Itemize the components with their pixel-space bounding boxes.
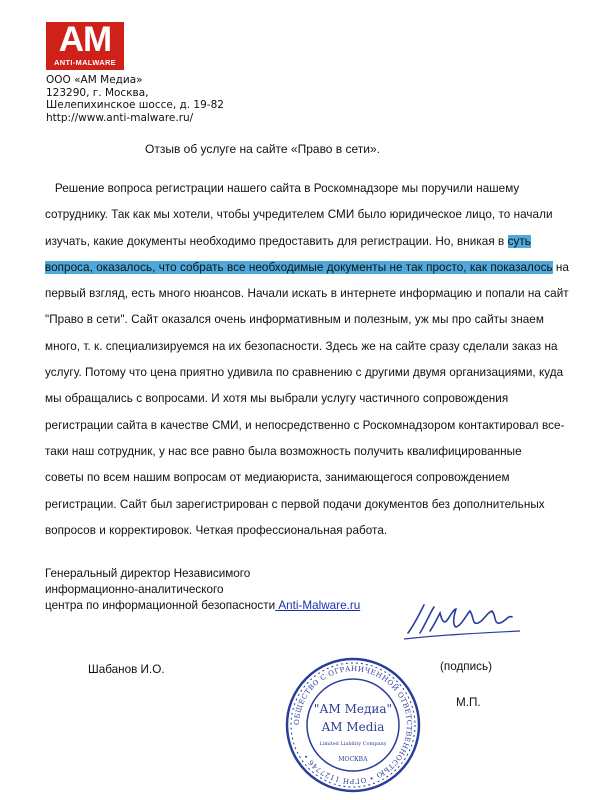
anti-malware-link[interactable]: Anti-Malware.ru [275, 598, 361, 612]
body-line: вопросов и корректировок. Четкая профессиональная работа. [45, 523, 388, 537]
stamp-ring-text: ОБЩЕСТВО С ОГРАНИЧЕННОЙ ОТВЕТСТВЕННОСТЬЮ • ОГРН 1127746 • [292, 664, 414, 786]
body-line: первый взгляд, есть много нюансов. Начали искать в интернете информацию и попали на сайт [45, 287, 569, 301]
body-line [45, 229, 545, 255]
body-line: регистрации сайта в качестве СМИ, и непосредственно с Роскомнадзором контактировал все- [45, 418, 565, 432]
signatory-text: центра по информационной безопасности [45, 598, 276, 612]
body-line: мы обращались с вопросами. И хотя мы выбрали услугу частичного сопровождения [45, 392, 509, 406]
signatory-line [45, 598, 360, 614]
signatory-title [45, 566, 360, 613]
body-line: услугу. Потому что цена приятно удивила по сравнению с другими двумя организациями, куда [45, 366, 564, 380]
signatory-line: информационно-аналитического [45, 582, 224, 596]
body-line: советы по всем нашим вопросам от медиаюриста, занимающегося сопровождением [45, 471, 510, 485]
body-line: регистрации. Сайт был зарегистрирован с первой подачи документов без дополнительных [45, 497, 545, 511]
body-line: "Право в сети". Сайт оказался очень информативным и полезным, уж мы про сайты знаем [45, 313, 544, 327]
handwritten-signature [400, 595, 525, 645]
signature-label: (подпись) [440, 660, 492, 673]
review-body [45, 176, 569, 544]
company-stamp [283, 655, 423, 795]
body-line [45, 255, 569, 281]
body-text: на [552, 260, 569, 274]
body-line: сотруднику. Так как мы хотели, чтобы учредителем СМИ было юридическое лицо, то начали [45, 208, 553, 222]
document-title: Отзыв об услуге на сайте «Право в сети». [145, 142, 381, 156]
body-line: таки наш сотрудник, у нас все равно была возможность получить квалифицированные [45, 444, 522, 458]
body-line: много, т. к. специализируемся на их безопасности. Здесь же на сайте сразу сделали заказ на [45, 339, 558, 353]
stamp-name-ru: "АМ Медиа" [313, 702, 393, 716]
company-address [46, 74, 224, 124]
stamp-label: М.П. [456, 696, 481, 709]
stamp-name-en: AM Media [321, 720, 385, 734]
anti-malware-logo [46, 22, 124, 70]
stamp-city: МОСКВА [338, 756, 368, 763]
highlighted-text: суть [507, 234, 531, 248]
logo-am-text: AM [58, 20, 112, 59]
logo-subtitle: ANTI-MALWARE [54, 58, 116, 67]
signatory-name: Шабанов И.О. [88, 663, 165, 676]
body-line: Решение вопроса регистрации нашего сайта в Роскомнадзоре мы поручили нашему [45, 182, 520, 195]
company-name: ООО «АМ Медиа» [46, 74, 143, 86]
company-street: Шелепихинское шоссе, д. 19-82 [46, 99, 224, 111]
signatory-line: Генеральный директор Независимого [45, 567, 251, 580]
stamp-company-en: Limited Liability Company [319, 741, 387, 747]
company-website: http://www.anti-malware.ru/ [46, 111, 194, 124]
company-city: 123290, г. Москва, [46, 86, 149, 99]
highlighted-text: вопроса, оказалось, что собрать все необходимые документы не так просто, как показалось [45, 260, 553, 274]
body-text: изучать, какие документы необходимо предоставить для регистрации. Но, вникая в [45, 234, 508, 248]
